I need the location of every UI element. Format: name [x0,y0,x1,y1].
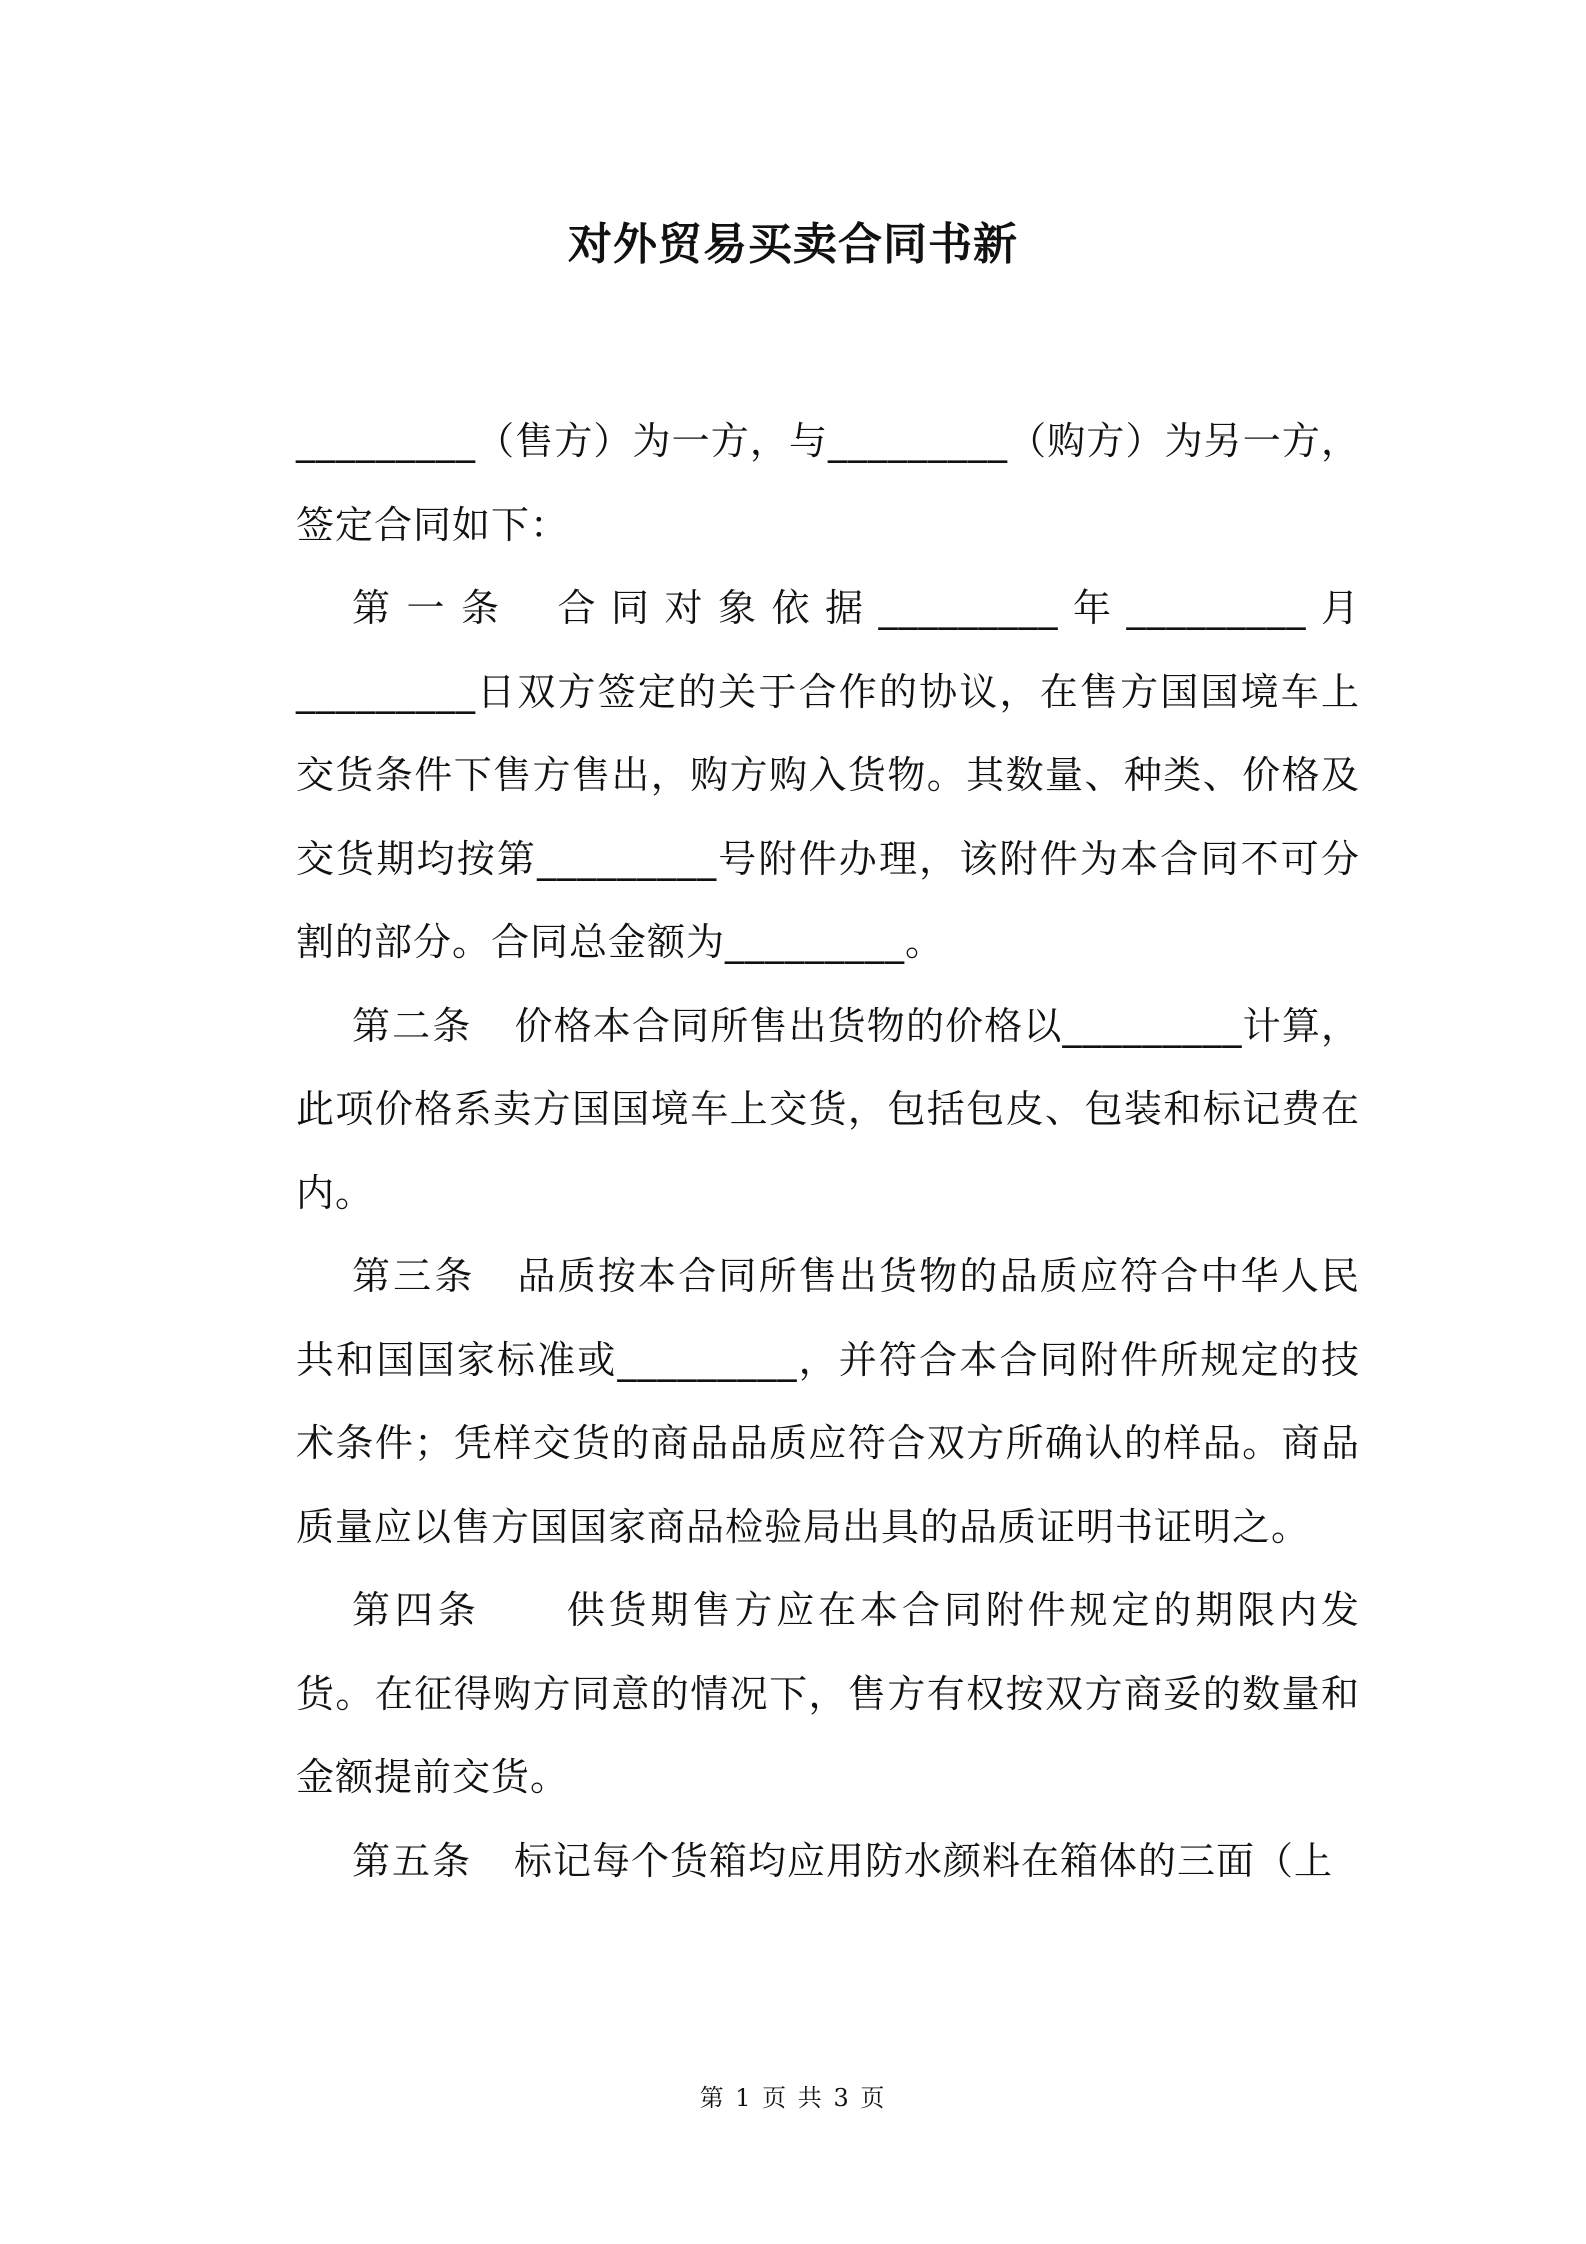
article-label: 第一条 [352,586,516,630]
article-4 [296,1569,1360,1820]
article-text: 标记每个货箱均应用防水颜料在箱体的三面（上 [514,1838,1334,1883]
article-label: 第三条 [352,1254,476,1298]
article-label: 第二条 [352,1003,473,1048]
article-2 [296,985,1360,1236]
article-3 [296,1235,1360,1569]
article-label: 第四条 [352,1588,481,1632]
document-title: 对外贸易买卖合同书新 [568,219,1018,270]
article-text: 供货期售方应在本合同附件规定的期限内发货。在征得购方同意的情况下，售方有权按双方商妥的数量和金额提前交货。 [296,1588,1360,1799]
article-5 [296,1820,1360,1904]
article-text: 品质按本合同所售出货物的品质应符合中华人民共和国国家标准或_________，并符合本合同附件所规定的技术条件；凭样交货的商品品质应符合双方所确认的样品。商品质量应以售方国国家商品检验局出具的品质证明书证明之。 [296,1254,1360,1549]
article-text: 合同对象依据_________年_________月_________日双方签定的关于合作的协议，在售方国国境车上交货条件下售方售出，购方购入货物。其数量、种类、价格及交货期均按第_________号附件办理，该附件为本合同不可分割的部分。合同总金额为_________。 [296,586,1360,964]
page-number: 第 1 页 共 3 页 [699,2084,887,2112]
contract-body [296,400,1360,1903]
article-1 [296,567,1360,985]
article-label: 第五条 [352,1838,473,1883]
intro-paragraph: _________（售方）为一方，与_________（购方）为另一方，签定合同如下： [296,419,1360,547]
article-text: 价格本合同所售出货物的价格以_________计算，此项价格系卖方国国境车上交货，包括包皮、包装和标记费在内。 [296,1003,1360,1215]
